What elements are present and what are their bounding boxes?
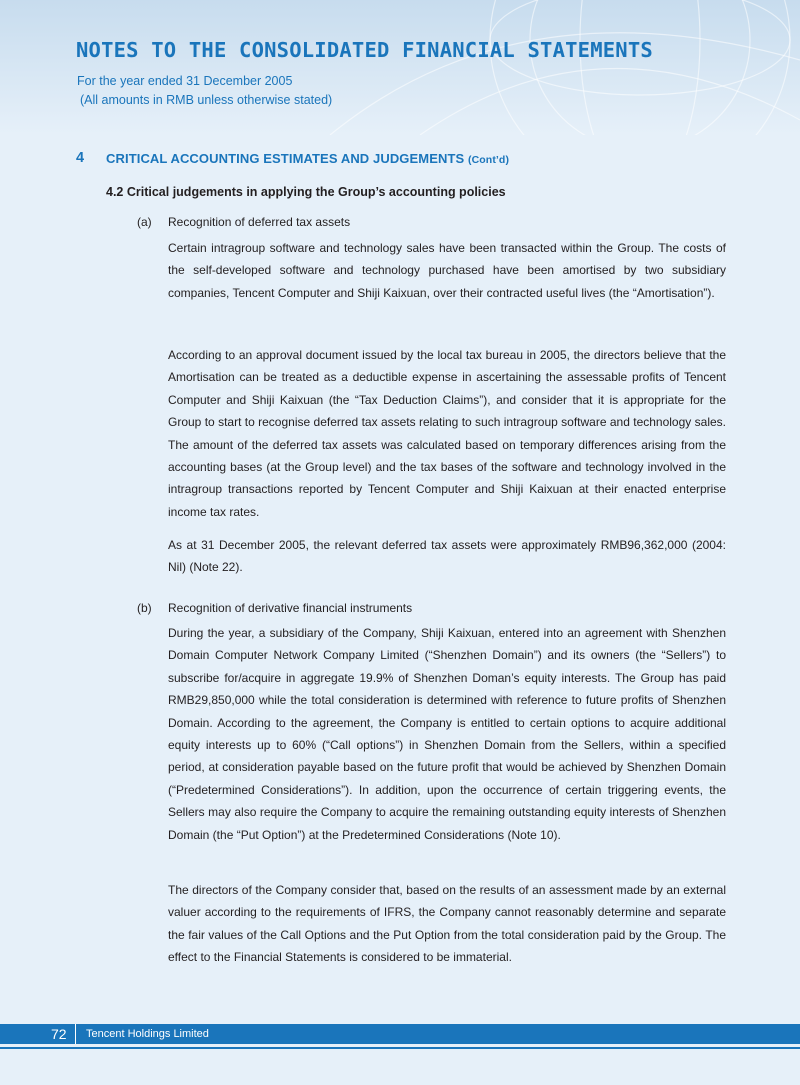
section-number: 4 (76, 150, 85, 166)
page-subtitle-period: For the year ended 31 December 2005 (77, 74, 293, 88)
item-a-title: Recognition of deferred tax assets (168, 215, 351, 229)
footer-divider (75, 1024, 76, 1044)
page-number: 72 (51, 1026, 67, 1042)
section-contd: (Cont’d) (468, 154, 510, 166)
subsection-title: 4.2 Critical judgements in applying the Group’s accounting policies (106, 185, 506, 199)
footer-company-name: Tencent Holdings Limited (86, 1028, 209, 1040)
section-title-text: CRITICAL ACCOUNTING ESTIMATES AND JUDGEMENTS (106, 151, 465, 166)
item-a-paragraph-2: According to an approval document issued by the local tax bureau in 2005, the directors believe that the Amortisation can be treated as a deductible expense in ascertaining the assessable profits of Tencent Computer and Shiji Kaixuan (the “Tax Deduction Claims”), and consider that it is appropriate for the Group to start to recognise deferred tax assets relating to such intragroup software and technology sales. The amount of the deferred tax assets was calculated based on temporary differences arising from the accounting bases (at the Group level) and the tax bases of the software and technology involved in the intragroup transactions reported by Tencent Computer and Shiji Kaixuan at their enacted enterprise income tax rates. (168, 348, 726, 519)
page-title: NOTES TO THE CONSOLIDATED FINANCIAL STATEMENTS (76, 38, 653, 62)
item-b-title: Recognition of derivative financial instruments (168, 601, 413, 615)
item-b-label: (b) (137, 601, 152, 615)
item-b-paragraph-2: The directors of the Company consider that, based on the results of an assessment made by an external valuer according to the requirements of IFRS, the Company cannot reasonably determine and separate the fair values of the Call Options and the Put Option from the total consideration paid by the Group. The effect to the Financial Statements is considered to be immaterial. (168, 883, 726, 965)
page-subtitle-currency: (All amounts in RMB unless otherwise stated) (80, 93, 333, 107)
item-a-paragraph-1: Certain intragroup software and technology sales have been transacted within the Group. The costs of the self-developed software and technology purchased have been amortised by two subsidiary companies, Tencent Computer and Shiji Kaixuan, over their contracted useful lives (the “Amortisation”). (168, 241, 726, 300)
item-a-paragraph-3: As at 31 December 2005, the relevant deferred tax assets were approximately RMB96,362,000 (2004: Nil) (Note 22). (168, 538, 726, 575)
section-title (106, 151, 509, 166)
footer-rule (0, 1047, 800, 1049)
item-a-label: (a) (137, 215, 152, 229)
header-band (0, 0, 800, 135)
header-globe-graphic (0, 0, 800, 135)
item-b-paragraph-1: During the year, a subsidiary of the Company, Shiji Kaixuan, entered into an agreement with Shenzhen Domain Computer Network Company Limited (“Shenzhen Domain”) and its owners (the “Sellers”) to subscribe for/acquire in aggregate 19.9% of Shenzhen Doman’s equity interests. The Group has paid RMB29,850,000 while the total consideration is determined with reference to future profits of Shenzhen Domain. According to the agreement, the Company is entitled to certain options to acquire additional equity interests up to 60% (“Call options”) in Shenzhen Domain from the Sellers, within a specified period, at consideration payable based on the future profit that would be achieved by Shenzhen Domain (“Predetermined Considerations”). In addition, upon the occurrence of certain triggering events, the Sellers may also require the Company to acquire the remaining outstanding equity interests of Shenzhen Domain (the “Put Option”) at the Predetermined Considerations (Note 10). (168, 626, 726, 842)
